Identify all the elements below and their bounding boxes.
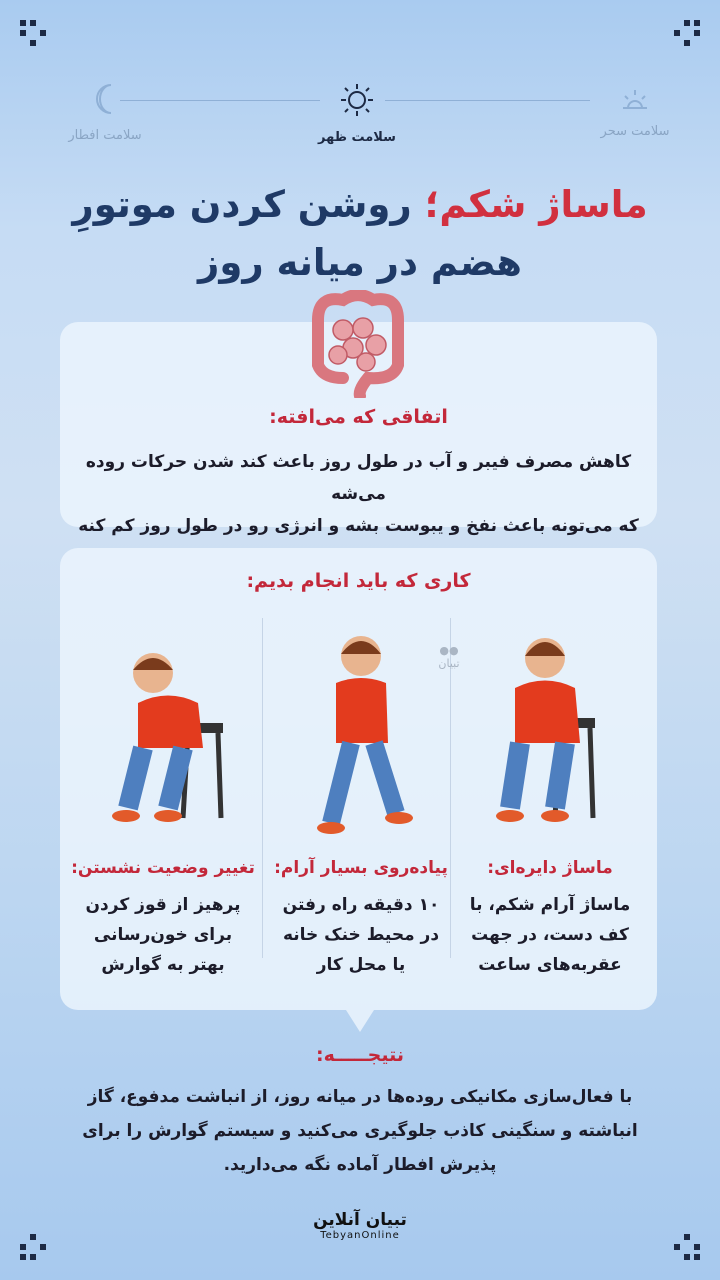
sunrise-icon [615, 82, 655, 112]
page-title: ماساژ شکم؛ روشن کردن موتورِ هضم در میانه روز [72, 183, 648, 284]
card-pointer [346, 1010, 374, 1032]
timeline-item-zohr: سلامت ظهر [297, 82, 417, 145]
timeline-item-sahar: سلامت سحر [575, 82, 695, 139]
person-massaging-illustration [485, 628, 615, 838]
timeline-item-eftar: سلامت افطار [45, 82, 165, 143]
corner-pattern [674, 20, 700, 46]
moon-icon [85, 82, 125, 116]
result-body: با فعال‌سازی مکانیکی روده‌ها در میانه روز، از انباشت مدفوع، گاز انباشته و سنگینی کاذب جلوگیری می‌کنید و سیستم گوارش را برای پذیرش افطار آماده نگه می‌دارید. [82, 1087, 638, 1175]
what-to-do-heading: کاری که باید انجام بدیم: [246, 570, 471, 592]
corner-pattern [20, 20, 46, 46]
what-happens-heading: اتفاقی که می‌افته: [269, 406, 448, 428]
intestine-illustration [298, 290, 418, 398]
person-walking-illustration [296, 628, 426, 838]
footer-logo: تبیان آنلاین TebyanOnline [313, 1210, 407, 1241]
tip-item: تغییر وضعیت نشستن: پرهیز از قوز کردن برای خون‌رسانی بهتر به گوارش [68, 618, 258, 958]
watermark-logo: ●● تبیان [438, 644, 460, 670]
tip-item: پیاده‌روی بسیار آرام: ۱۰ دقیقه راه رفتن در محیط خنک خانه یا محل کار [266, 618, 456, 958]
what-happens-body: کاهش مصرف فیبر و آب در طول روز باعث کند شدن حرکات روده می‌شه که می‌تونه باعث نفخ و یبوست بشه و انرژی رو در طول روز کم کنه [78, 452, 639, 536]
result-heading: نتیجـــــه: [316, 1044, 404, 1066]
tip-item: ماساژ دایره‌ای: ماساژ آرام شکم، با کف دست، در جهت عقربه‌های ساعت [455, 618, 645, 958]
timeline [0, 82, 720, 145]
person-slouching-illustration [98, 628, 228, 838]
what-to-do-card [60, 548, 657, 1010]
what-happens-card [60, 322, 657, 536]
sun-icon [337, 82, 377, 118]
